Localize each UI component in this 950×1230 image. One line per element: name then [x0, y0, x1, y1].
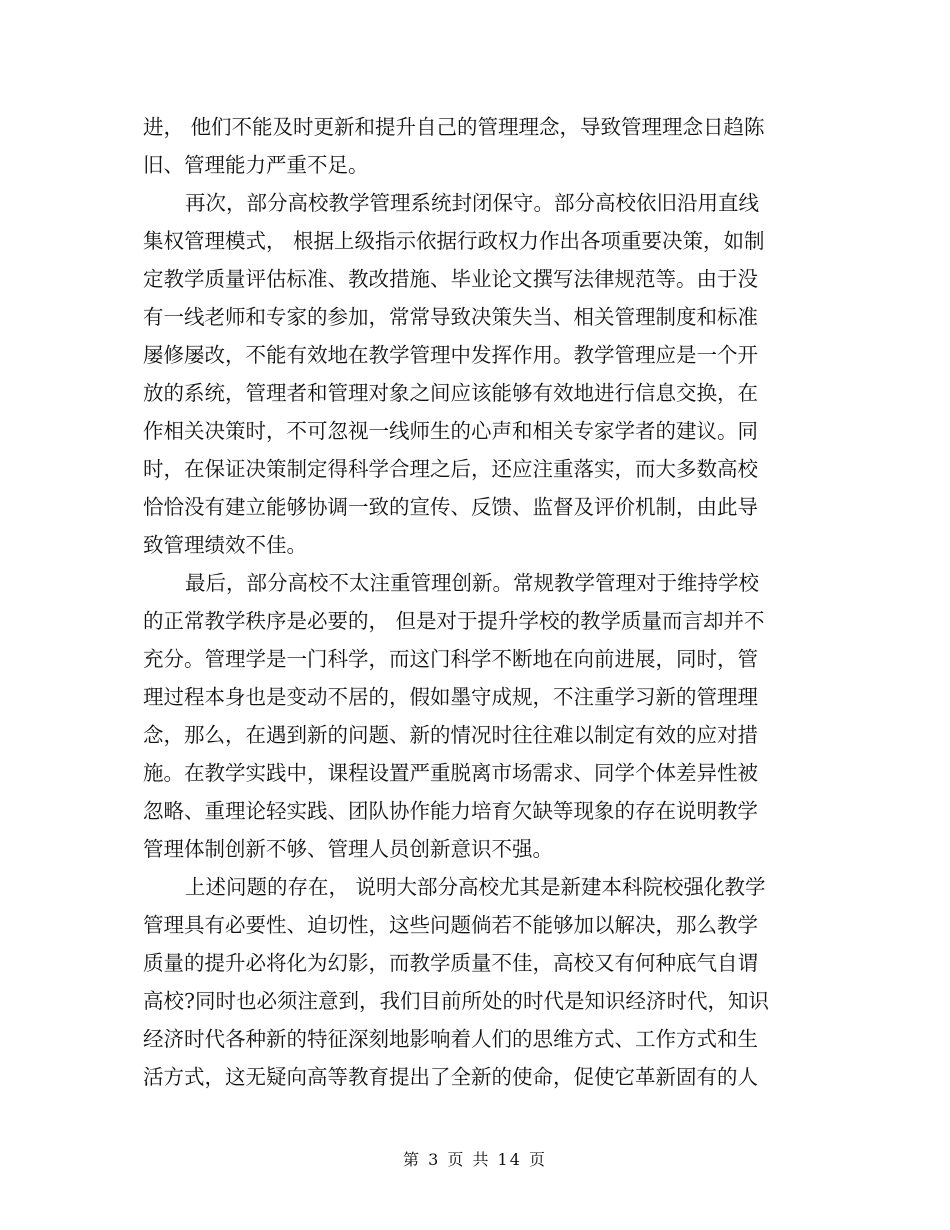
text-line: 时，在保证决策制定得科学合理之后，还应注重落实，而大多数高校: [143, 457, 758, 481]
text-line: 高校?同时也必须注意到，我们目前所处的时代是知识经济时代，知识: [143, 989, 769, 1013]
text-line: 经济时代各种新的特征深刻地影响着人们的思维方式、工作方式和生: [143, 1027, 758, 1051]
text-line: 恰恰没有建立能够协调一致的宣传、反馈、监督及评价机制，由此导: [143, 495, 758, 519]
text-line: 忽略、重理论轻实践、团队协作能力培育欠缺等现象的存在说明教学: [143, 799, 758, 823]
paragraph-first-line: 上述问题的存在， 说明大部分高校尤其是新建本科院校强化教学: [185, 875, 766, 899]
text-line: 的正常教学秩序是必要的， 但是对于提升学校的教学质量而言却并不: [143, 609, 765, 633]
text-line: 活方式，这无疑向高等教育提出了全新的使命，促使它革新固有的人: [143, 1065, 758, 1089]
text-line: 进， 他们不能及时更新和提升自己的管理理念，导致管理理念日趋陈: [143, 115, 765, 139]
text-line: 理过程本身也是变动不居的，假如墨守成规，不注重学习新的管理理: [143, 685, 758, 709]
text-line: 屡修屡改，不能有效地在教学管理中发挥作用。教学管理应是一个开: [143, 343, 758, 367]
paragraph-first-line: 再次，部分高校教学管理系统封闭保守。部分高校依旧沿用直线: [185, 191, 759, 215]
text-line: 施。在教学实践中，课程设置严重脱离市场需求、同学个体差异性被: [143, 761, 758, 785]
text-line: 致管理绩效不佳。: [143, 533, 307, 557]
paragraph-first-line: 最后，部分高校不太注重管理创新。常规教学管理对于维持学校: [185, 571, 759, 595]
body-text: [143, 108, 809, 1096]
text-line: 作相关决策时，不可忽视一线师生的心声和相关专家学者的建议。同: [143, 419, 758, 443]
text-line: 管理具有必要性、迫切性，这些问题倘若不能够加以解决，那么教学: [143, 913, 758, 937]
page-number-footer: 第 3 页 共 14 页: [403, 1150, 547, 1169]
text-line: 旧、管理能力严重不足。: [143, 153, 369, 177]
text-line: 放的系统，管理者和管理对象之间应该能够有效地进行信息交换，在: [143, 381, 758, 405]
text-line: 有一线老师和专家的参加，常常导致决策失当、相关管理制度和标准: [143, 305, 758, 329]
text-line: 定教学质量评估标准、教改措施、毕业论文撰写法律规范等。由于没: [143, 267, 758, 291]
text-line: 管理体制创新不够、管理人员创新意识不强。: [143, 837, 553, 861]
text-line: 念，那么，在遇到新的问题、新的情况时往往难以制定有效的应对措: [143, 723, 758, 747]
text-line: 充分。管理学是一门科学，而这门科学不断地在向前进展，同时，管: [143, 647, 758, 671]
text-line: 质量的提升必将化为幻影，而教学质量不佳，高校又有何种底气自谓: [143, 951, 758, 975]
text-line: 集权管理模式， 根据上级指示依据行政权力作出各项重要决策，如制: [143, 229, 765, 253]
